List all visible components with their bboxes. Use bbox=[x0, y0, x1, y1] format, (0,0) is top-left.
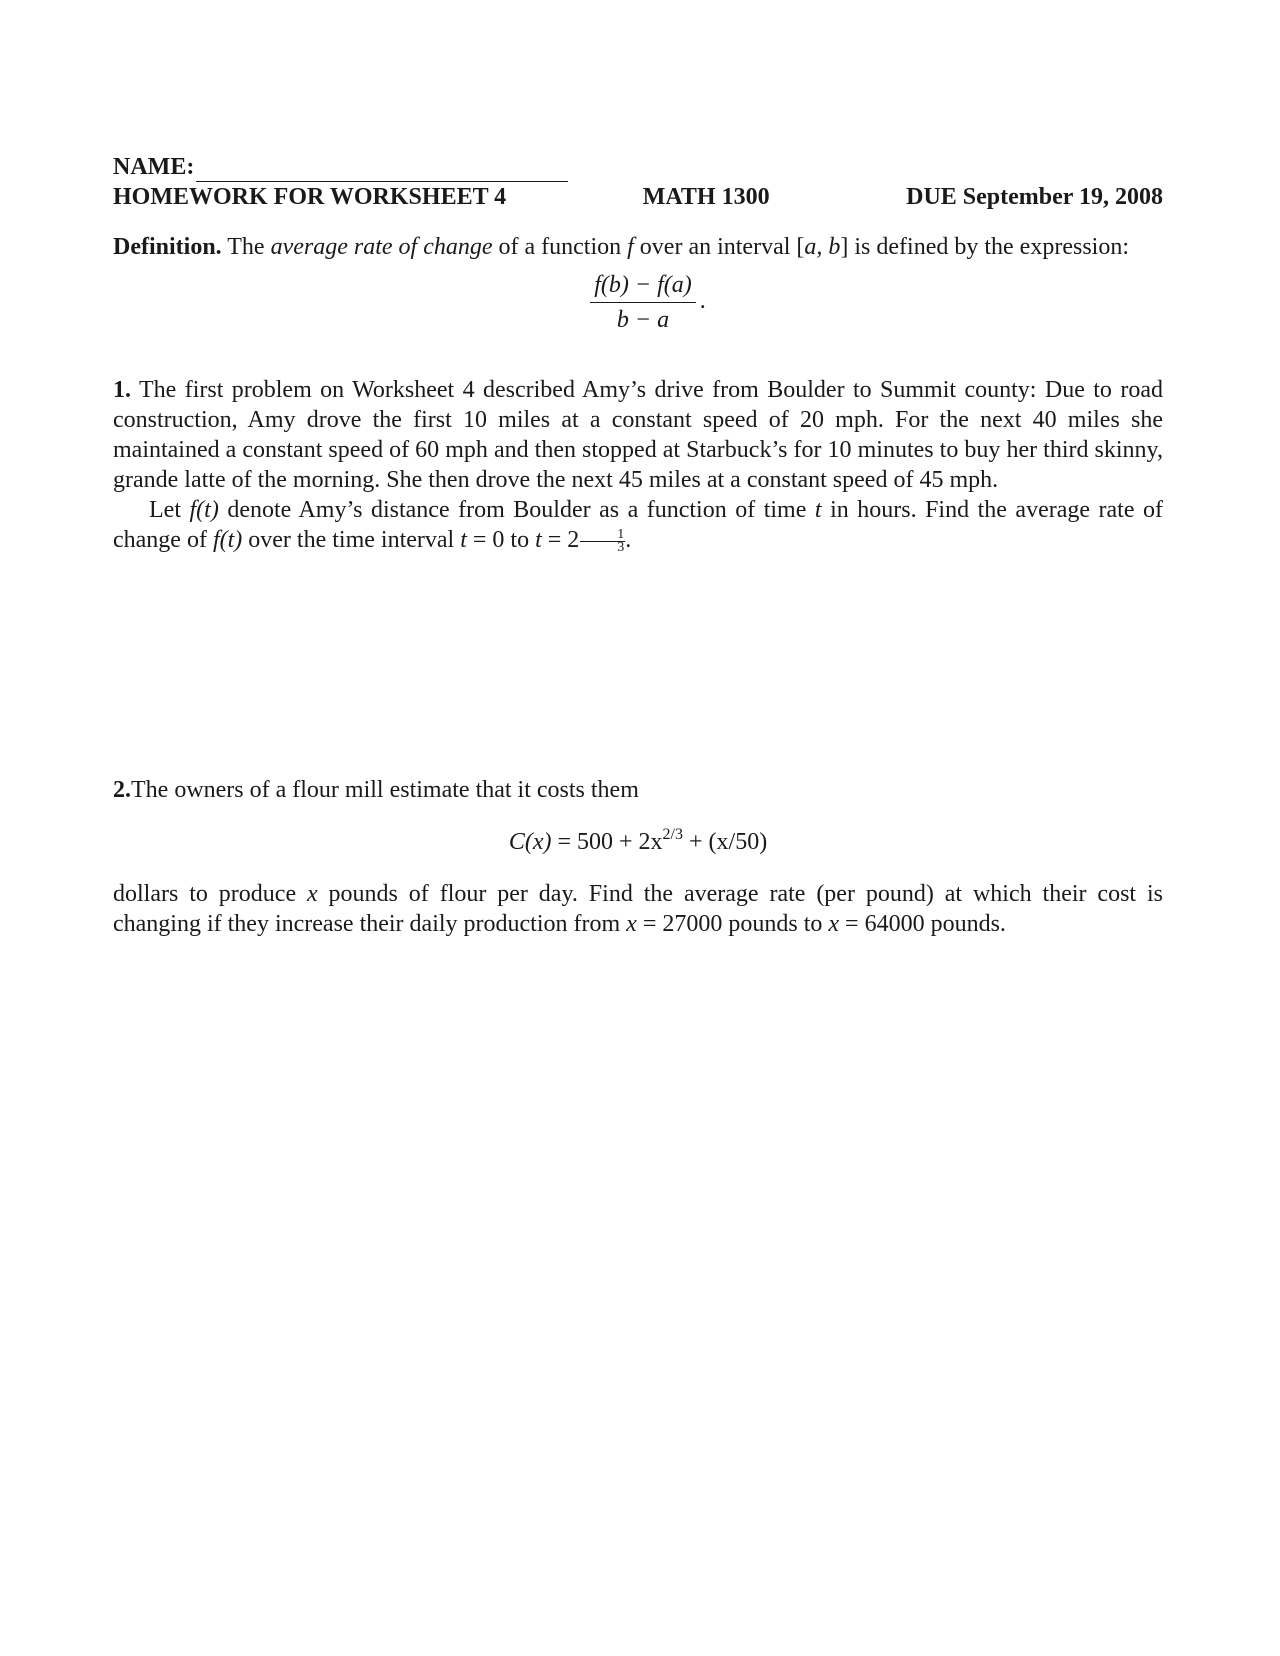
p1-text-b: denote Amy’s distance from Boulder as a function of time bbox=[218, 497, 815, 523]
p1-text-d: over the time interval bbox=[242, 527, 461, 553]
header-row bbox=[113, 182, 1163, 212]
mixed-fraction bbox=[580, 526, 625, 555]
homework-title: HOMEWORK FOR WORKSHEET 4 bbox=[113, 184, 507, 210]
definition-label: Definition. bbox=[113, 234, 222, 260]
p2-var-x: x bbox=[307, 881, 318, 907]
p1-text-e: = 0 to bbox=[466, 527, 536, 553]
p1-ft-2: f(t) bbox=[212, 527, 243, 553]
fraction bbox=[590, 270, 696, 335]
p1-ft: f(t) bbox=[189, 497, 219, 523]
p1-t0: t bbox=[460, 527, 467, 553]
p1-end: . bbox=[625, 527, 632, 553]
name-label: NAME: bbox=[113, 154, 195, 180]
p1-text-c: in hours. Find the average rate of change of bbox=[113, 497, 1163, 553]
name-blank-line bbox=[196, 159, 568, 182]
definition-interval: a, b bbox=[804, 234, 841, 260]
mixed-numerator: 1 bbox=[580, 529, 625, 542]
definition-term: average rate of change bbox=[270, 234, 493, 260]
definition-text-3: over an interval [ bbox=[633, 234, 805, 260]
p2-text-c: = 27000 pounds to bbox=[636, 911, 829, 937]
definition-text-2: of a function bbox=[492, 234, 628, 260]
p2-text-d: = 64000 pounds. bbox=[839, 911, 1006, 937]
p2-text-b: pounds of flour per day. Find the average rate (per pound) at which their cost is changing if they increase their daily production from bbox=[113, 881, 1163, 937]
p1-text-f: = 2 bbox=[541, 527, 580, 553]
fraction-numerator: f(b) − f(a) bbox=[590, 270, 696, 303]
definition-text-1: The bbox=[221, 234, 271, 260]
problem-1-paragraph-2 bbox=[113, 495, 1163, 555]
p1-text-a: Let bbox=[149, 497, 190, 523]
fraction-period: . bbox=[699, 287, 706, 314]
fraction-denominator: b − a bbox=[616, 307, 670, 333]
problem-2-intro-text: The owners of a flour mill estimate that it costs them bbox=[131, 777, 639, 803]
p2-text-a: dollars to produce bbox=[113, 881, 307, 907]
problem-1 bbox=[113, 375, 1163, 555]
p1-t1: t bbox=[535, 527, 542, 553]
formula-exponent: 2/3 bbox=[662, 826, 683, 843]
worksheet-page bbox=[113, 150, 1163, 939]
problem-1-paragraph-1 bbox=[113, 375, 1163, 495]
cost-formula bbox=[113, 827, 1163, 857]
p1-t: t bbox=[814, 497, 822, 523]
course-number: MATH 1300 bbox=[642, 184, 770, 210]
problem-1-number: 1. bbox=[113, 377, 131, 403]
definition-formula bbox=[133, 270, 1163, 335]
p2-var-x2: x bbox=[626, 911, 637, 937]
problem-1-text: The first problem on Worksheet 4 described Amy’s drive from Boulder to Summit county: Due to road construction, Amy drove the first 10 miles at a constant speed of 20 mph. For the next 40 miles she maintained a constant speed of 60 mph and then stopped at Starbuck’s for 10 minutes to buy her third skinny, grande latte of the morning. She then drove the next 45 miles at a constant speed of 45 mph. bbox=[113, 377, 1163, 493]
p2-var-x3: x bbox=[828, 911, 840, 937]
problem-2-number: 2. bbox=[113, 777, 131, 803]
definition-paragraph bbox=[113, 232, 1163, 262]
formula-rhs: + (x/50) bbox=[683, 829, 768, 855]
problem-2 bbox=[113, 775, 1163, 939]
due-date: DUE September 19, 2008 bbox=[906, 184, 1163, 210]
formula-lhs: C(x) bbox=[508, 829, 552, 855]
definition-text-4: ] is defined by the expression: bbox=[840, 234, 1129, 260]
name-line bbox=[113, 150, 1163, 182]
formula-mid: = 500 + 2x bbox=[551, 829, 663, 855]
problem-2-intro bbox=[113, 775, 1163, 805]
problem-2-text bbox=[113, 879, 1163, 939]
mixed-denominator: 3 bbox=[617, 539, 625, 555]
definition-var-f: f bbox=[627, 234, 634, 260]
